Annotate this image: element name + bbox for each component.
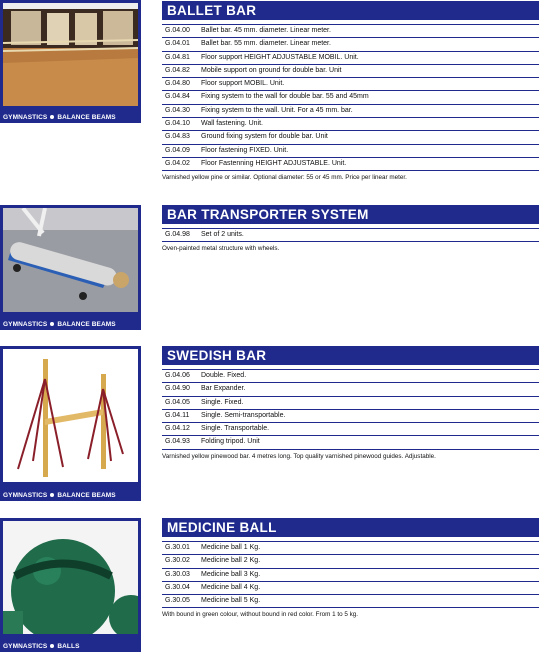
product-description: Floor support HEIGHT ADJUSTABLE MOBIL. Unit. [201,53,359,61]
product-description: Wall fastening. Unit. [201,120,263,128]
bullet-icon [50,115,54,119]
product-description: Ballet bar. 45 mm. diameter. Linear meter. [201,27,331,34]
product-panel-medicine-ball [0,518,141,652]
category-caption [3,492,116,499]
product-row [162,422,539,435]
product-row [162,130,539,143]
product-description: Ground fixing system for double bar. Unit [201,133,328,141]
product-code: G.04.06 [165,372,190,379]
product-row [162,409,539,422]
product-row [162,64,539,77]
category-caption [3,643,80,650]
product-description: Medicine ball 2 Kg. [201,557,261,565]
product-code: G.30.01 [165,544,190,551]
section-ballet-bar [162,1,539,181]
product-row [162,90,539,103]
product-description: Set of 2 units. [201,231,244,238]
product-code: G.04.90 [165,385,190,393]
product-panel-bar-transporter [0,205,141,330]
category-label: GYMNASTICS [3,114,48,121]
product-row [162,435,539,449]
product-code: G.04.82 [165,66,190,74]
product-description: Fixing system to the wall for double bar. 55 and 45mm [201,93,369,101]
product-code: G.04.02 [165,159,190,167]
section-note: Oven-painted metal structure with wheels. [162,245,280,253]
category-label: GYMNASTICS [3,321,48,328]
product-list [162,228,539,242]
product-row [162,554,539,567]
product-description: Mobile support on ground for double bar. Unit [201,66,342,74]
product-description: Medicine ball 1 Kg. [201,544,261,551]
product-row [162,541,539,554]
product-list [162,369,539,450]
swedish-bar-photo [3,349,138,482]
section-title: MEDICINE BALL [162,518,539,537]
product-row [162,568,539,581]
bullet-icon [50,493,54,497]
category-label: GYMNASTICS [3,643,48,650]
product-list [162,541,539,608]
product-description: Single. Semi-transportable. [201,411,286,419]
product-row [162,369,539,382]
product-row [162,37,539,50]
product-code: G.04.84 [165,93,190,101]
bar-transporter-photo [3,208,138,312]
product-code: G.04.81 [165,53,190,61]
product-row [162,104,539,117]
section-bar-transporter [162,205,539,252]
product-code: G.04.00 [165,27,190,34]
medicine-ball-photo [3,521,138,634]
product-panel-swedish-bar [0,346,141,501]
product-description: Bar Expander. [201,385,246,393]
product-description: Single. Transportable. [201,425,270,433]
product-code: G.04.11 [165,411,190,419]
bullet-icon [50,644,54,648]
product-row [162,51,539,64]
section-note: With bound in green colour, without bound in red color. From 1 to 5 kg. [162,611,359,619]
product-row [162,144,539,157]
product-code: G.04.83 [165,133,190,141]
product-row [162,594,539,608]
section-note: Varnished yellow pinewood bar. 4 metres long. Top quality varnished pinewood guides. Adjustable. [162,452,436,460]
subcategory-label: BALANCE BEAMS [57,114,116,121]
product-description: Floor support MOBIL. Unit. [201,80,285,88]
category-label: GYMNASTICS [3,492,48,499]
product-code: G.30.05 [165,597,190,605]
product-description: Medicine ball 3 Kg. [201,570,261,578]
category-caption [3,321,116,328]
product-description: Folding tripod. Unit [201,438,260,446]
product-code: G.04.09 [165,146,190,154]
bullet-icon [50,322,54,326]
subcategory-label: BALLS [57,643,80,650]
product-row [162,382,539,395]
subcategory-label: BALANCE BEAMS [57,321,116,328]
product-code: G.04.98 [165,231,190,238]
product-code: G.30.03 [165,570,190,578]
product-list [162,24,539,171]
product-panel-ballet-bar [0,0,141,123]
product-description: Ballet bar. 55 mm. diameter. Linear meter. [201,40,331,48]
ballet-studio-photo [3,3,138,106]
section-title: SWEDISH BAR [162,346,539,365]
product-code: G.04.93 [165,438,190,446]
product-row [162,117,539,130]
product-row [162,24,539,37]
product-code: G.04.30 [165,106,190,114]
product-description: Medicine ball 4 Kg. [201,583,261,591]
product-description: Double. Fixed. [201,372,247,379]
product-row [162,396,539,409]
section-swedish-bar [162,346,539,460]
category-caption [3,114,116,121]
product-code: G.30.02 [165,557,190,565]
product-description: Fixing system to the wall. Unit. For a 45 mm. bar. [201,106,353,114]
product-row [162,581,539,594]
product-description: Medicine ball 5 Kg. [201,597,261,605]
product-description: Single. Fixed. [201,398,244,406]
product-row [162,157,539,171]
product-code: G.30.04 [165,583,190,591]
product-description: Floor fastening FIXED. Unit. [201,146,289,154]
product-code: G.04.12 [165,425,190,433]
section-note: Varnished yellow pine or similar. Optional diameter: 55 or 45 mm. Price per linear meter. [162,174,407,182]
section-title: BAR TRANSPORTER SYSTEM [162,205,539,224]
product-code: G.04.01 [165,40,190,48]
product-code: G.04.05 [165,398,190,406]
section-title: BALLET BAR [162,1,539,20]
product-code: G.04.80 [165,80,190,88]
section-medicine-ball [162,518,539,618]
subcategory-label: BALANCE BEAMS [57,492,116,499]
product-description: Floor Fastenning HEIGHT ADJUSTABLE. Unit. [201,159,347,167]
product-code: G.04.10 [165,120,190,128]
product-row [162,77,539,90]
product-row [162,228,539,242]
